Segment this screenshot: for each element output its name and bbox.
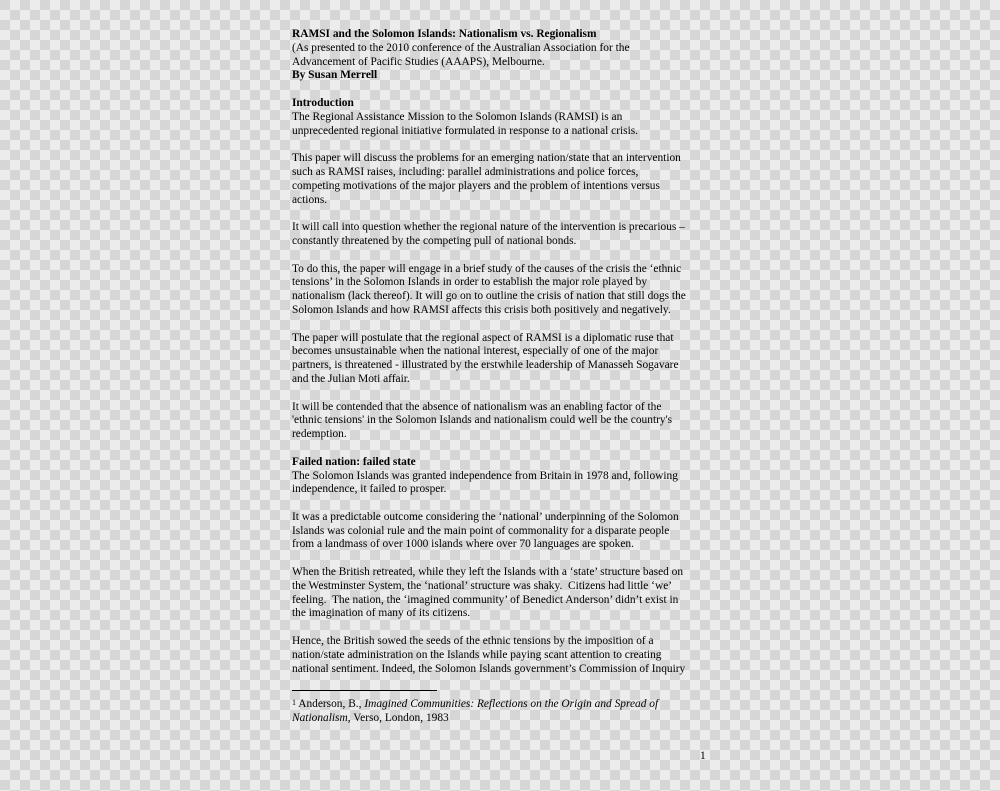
paragraph xyxy=(292,152,712,207)
paragraph-line: 'ethnic tensions' in the Solomon Islands and nationalism could well be the country's xyxy=(292,414,673,427)
paragraph-line: redemption. xyxy=(292,428,347,441)
paragraph-line: The Solomon Islands was granted independence from Britain in 1978 and, following xyxy=(292,469,678,482)
paragraph-line: constantly threatened by the competing pull of national bonds. xyxy=(292,234,577,247)
paragraph-line: independence, it failed to prosper. xyxy=(292,483,447,496)
section-heading-introduction: Introduction xyxy=(292,96,354,109)
paragraph xyxy=(292,111,712,139)
page-number: 1 xyxy=(700,750,706,762)
paragraph xyxy=(292,221,712,249)
paragraph-line: and the Julian Moti affair. xyxy=(292,372,410,385)
paragraph-line: actions. xyxy=(292,193,328,206)
paragraph-line: nationalism (lack thereof). It will go on to outline the crisis of nation that still dogs the xyxy=(292,290,686,303)
paragraph-line: unprecedented regional initiative formulated in response to a national crisis. xyxy=(292,124,639,137)
paragraph-line: national sentiment. Indeed, the Solomon Islands government’s Commission of Inquiry xyxy=(292,662,686,675)
paragraph-line: To do this, the paper will engage in a brief study of the causes of the crisis the ‘ethnic xyxy=(292,262,682,275)
footnote-title: Imagined Communities: Reflections on the Origin and Spread of xyxy=(364,698,659,710)
paragraph-line: Solomon Islands and how RAMSI affects this crisis both positively and negatively. xyxy=(292,303,671,316)
paragraph-line: from a landmass of over 1000 islands where over 70 languages are spoken. xyxy=(292,538,634,551)
paragraph xyxy=(292,401,712,442)
footnote-publisher: Verso, London, 1983 xyxy=(350,711,449,724)
paragraph-line: tensions’ in the Solomon Islands in order to establish the major role played by xyxy=(292,276,648,289)
footnote-title-cont: Nationalism, xyxy=(292,711,351,724)
paragraph xyxy=(292,263,712,318)
paragraph-line: becomes unsustainable when the national interest, especially of one of the major xyxy=(292,345,659,358)
footnote-separator xyxy=(292,690,437,691)
paragraph-line: Hence, the British sowed the seeds of the ethnic tensions by the imposition of a xyxy=(292,635,654,648)
paragraph xyxy=(292,470,712,498)
paragraph xyxy=(292,635,712,676)
paragraph-line: The Regional Assistance Mission to the Solomon Islands (RAMSI) is an xyxy=(292,110,623,123)
paragraph-line: It was a predictable outcome considering the ‘national’ underpinning of the Solomon xyxy=(292,510,679,523)
paragraph xyxy=(292,566,712,621)
paragraph-line: This paper will discuss the problems for an emerging nation/state that an intervention xyxy=(292,152,681,165)
paragraph-line: feeling. The nation, the ‘imagined community’ of Benedict Anderson’ didn’t exist in xyxy=(292,593,679,606)
paragraph-line: It will call into question whether the regional nature of the intervention is precarious – xyxy=(292,221,685,234)
paragraph-line: the imagination of many of its citizens. xyxy=(292,607,471,620)
subtitle-line: (As presented to the 2010 conference of the Australian Association for the xyxy=(292,41,630,54)
paragraph-line: nation/state administration on the Islands while paying scant attention to creating xyxy=(292,648,662,661)
section-heading-failed-nation: Failed nation: failed state xyxy=(292,455,416,468)
failed-nation-paragraphs xyxy=(292,470,712,691)
paragraph-line: such as RAMSI raises, including: parallel administrations and police forces, xyxy=(292,165,639,178)
document-body xyxy=(292,28,712,690)
paragraph-line: partners, is threatened - illustrated by the erstwhile leadership of Manasseh Sogavare xyxy=(292,359,679,372)
footnote xyxy=(292,698,712,726)
paragraph-line: The paper will postulate that the regional aspect of RAMSI is a diplomatic ruse that xyxy=(292,331,674,344)
paragraph-line: When the British retreated, while they left the Islands with a ‘state’ structure based on xyxy=(292,566,684,579)
paragraph-line: competing motivations of the major players and the problem of intentions versus xyxy=(292,179,660,192)
paragraph-line: It will be contended that the absence of nationalism was an enabling factor of the xyxy=(292,400,662,413)
paragraph xyxy=(292,332,712,387)
author-byline: By Susan Merrell xyxy=(292,69,378,82)
introduction-paragraphs xyxy=(292,111,712,456)
paragraph-line: Islands was colonial rule and the main point of commonality for a disparate people xyxy=(292,524,670,537)
document-title: RAMSI and the Solomon Islands: Nationalism vs. Regionalism xyxy=(292,28,597,40)
paragraph xyxy=(292,511,712,552)
footnote-author: Anderson, B., xyxy=(296,698,365,710)
subtitle-line: Advancement of Pacific Studies (AAAPS), Melbourne. xyxy=(292,55,545,68)
footnote-marker: 1 xyxy=(292,698,296,707)
paragraph-line: the Westminster System, the ‘national’ structure was shaky. Citizens had little ‘we’ xyxy=(292,579,673,592)
